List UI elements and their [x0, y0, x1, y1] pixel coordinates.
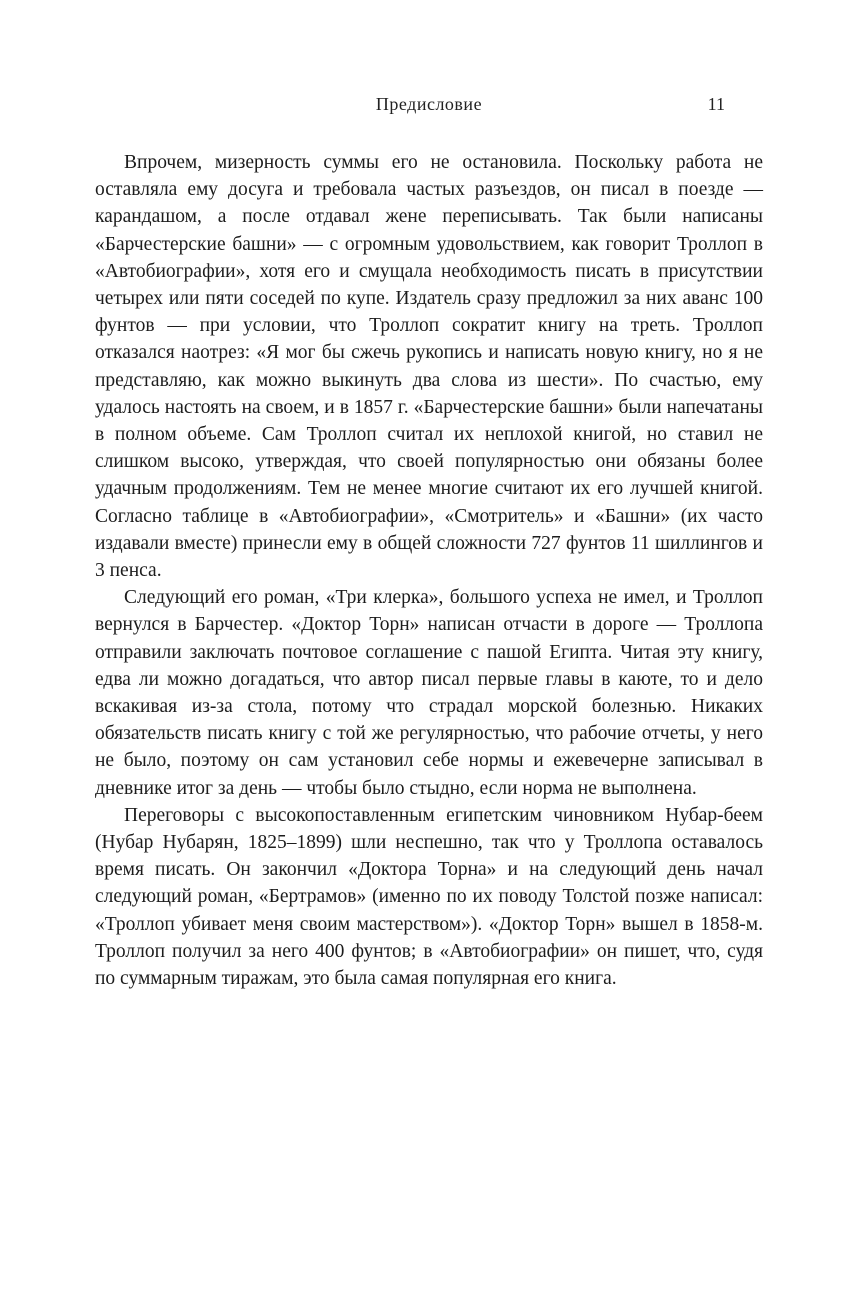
page-header [95, 92, 763, 116]
paragraph-1: Впрочем, мизерность суммы его не остановила. Поскольку работа не оставляла ему досуга и требовала частых разъездов, он писал в поезде — карандашом, а после отдавал жене переписывать. Так были написаны «Барчестерские башни» — с огромным удовольствием, как говорит Троллоп в «Автобиографии», хотя его и смущала необходимость писать в присутствии четырех или пяти соседей по купе. Издатель сразу предложил за них аванс 100 фунтов — при условии, что Троллоп сократит книгу на треть. Троллоп отказался наотрез: «Я мог бы сжечь рукопись и написать новую книгу, но я не представляю, как можно выкинуть два слова из шести». По счастью, ему удалось настоять на своем, и в 1857 г. «Барчестерские башни» были напечатаны в полном объеме. Сам Троллоп считал их неплохой книгой, но ставил не слишком высоко, утверждая, что своей популярностью они обязаны более удачным продолжениям. Тем не менее многие считают их его лучшей книгой. Согласно таблице в «Автобиографии», «Смотритель» и «Башни» (их часто издавали вместе) принесли ему в общей сложности 727 фунтов 11 шиллингов и 3 пенса. [95, 152, 763, 582]
paragraph-3: Переговоры с высокопоставленным египетским чиновником Нубар-беем (Нубар Нубарян, 1825–1899) шли неспешно, так что у Троллопа оставалось время писать. Он закончил «Доктора Торна» и на следующий день начал следующий роман, «Бертрамов» (именно по их поводу Толстой позже написал: «Троллоп убивает меня своим мастерством»). «Доктор Торн» вышел в 1858-м. Троллоп получил за него 400 фунтов; в «Автобиографии» он пишет, что, судя по суммарным тиражам, это была самая популярная его книга. [95, 804, 763, 990]
paragraph-2: Следующий его роман, «Три клерка», большого успеха не имел, и Троллоп вернулся в Барчестер. «Доктор Торн» написан отчасти в дороге — Троллопа отправили заключать почтовое соглашение с пашой Египта. Читая эту книгу, едва ли можно догадаться, что автор писал первые главы в каюте, то и дело вскакивая из-за стола, потому что страдал морской болезнью. Никаких обязательств писать книгу с той же регулярностью, что рабочие отчеты, у него не было, поэтому он сам установил себе нормы и ежевечерне записывал в дневнике итог за день — чтобы было стыдно, если норма не выполнена. [95, 587, 763, 799]
running-title: Предисловие [375, 94, 483, 114]
text-block [95, 92, 763, 992]
page-body [95, 149, 763, 992]
page-number: 11 [707, 94, 725, 114]
